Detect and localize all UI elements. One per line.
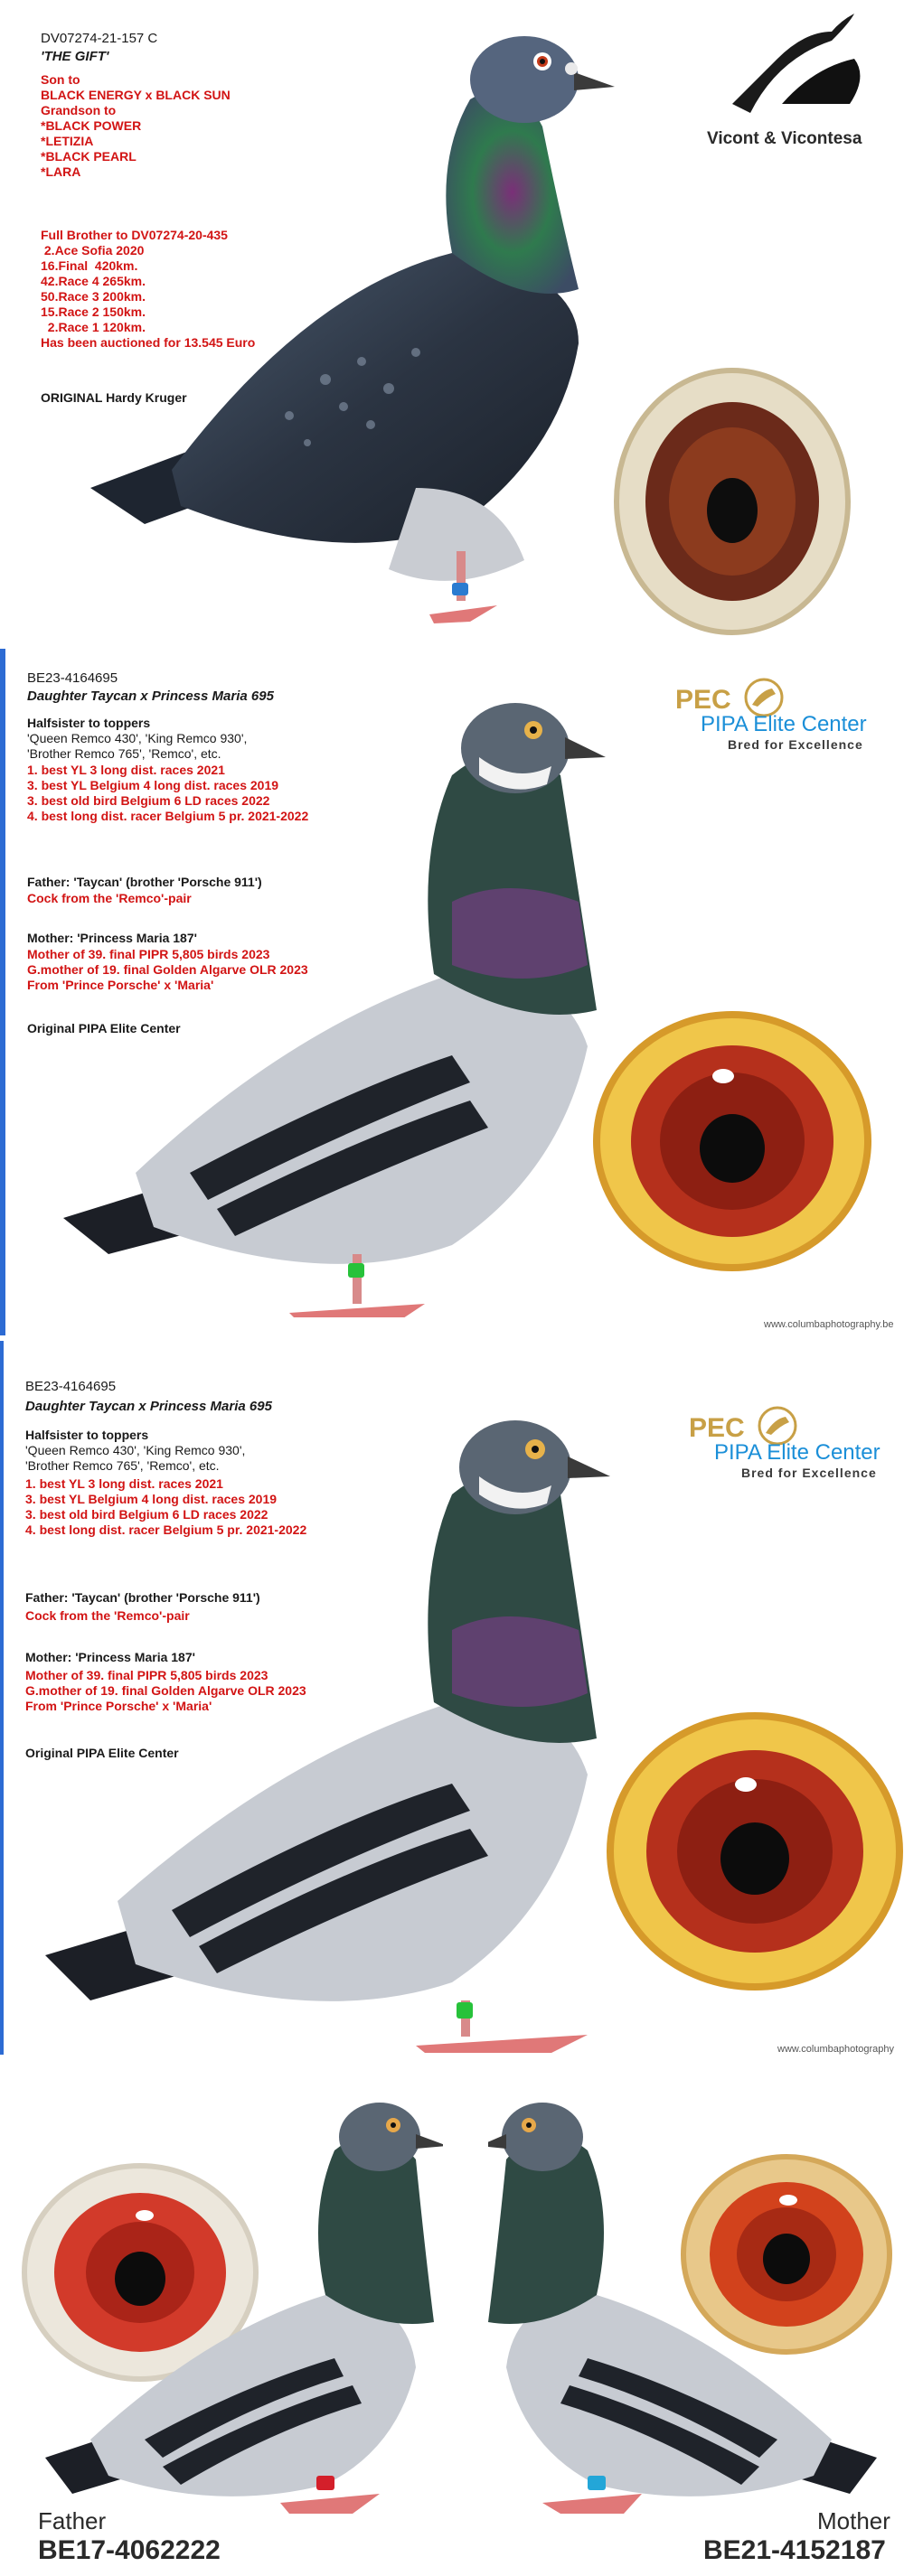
halfsister-line: 'Queen Remco 430', 'King Remco 930',	[27, 731, 248, 745]
vicont-logo-text: Vicont & Vicontesa	[707, 129, 862, 148]
panel-daughter-taycan-2	[0, 1341, 904, 2073]
father-detail: Cock from the 'Remco'-pair	[27, 891, 192, 905]
bird-subtitle: Daughter Taycan x Princess Maria 695	[27, 688, 274, 704]
father-pigeon-photo	[36, 2096, 443, 2521]
panel-the-gift	[0, 0, 904, 642]
result-line: 1. best YL 3 long dist. races 2021	[27, 763, 225, 777]
result-line: 42.Race 4 265km.	[41, 274, 146, 288]
result-line: 50.Race 3 200km.	[41, 289, 146, 304]
mother-eye-closeup	[678, 2150, 895, 2358]
mother-detail-line: G.mother of 19. final Golden Algarve OLR 2023	[25, 1683, 306, 1698]
mother-detail-line: G.mother of 19. final Golden Algarve OLR 2023	[27, 962, 308, 977]
mother-id: BE21-4152187	[703, 2535, 886, 2565]
original-owner: Original PIPA Elite Center	[25, 1746, 179, 1760]
result-line: 4. best long dist. racer Belgium 5 pr. 2021-2022	[27, 809, 309, 823]
halfsister-line: Halfsister to toppers	[27, 716, 151, 730]
father-line: Father: 'Taycan' (brother 'Porsche 911')	[25, 1590, 260, 1605]
original-owner: ORIGINAL Hardy Kruger	[41, 390, 187, 405]
result-line: 16.Final 420km.	[41, 258, 138, 273]
left-divider	[0, 649, 5, 1335]
result-line: 3. best old bird Belgium 6 LD races 2022	[25, 1507, 268, 1522]
pedigree-line: Grandson to	[41, 103, 117, 117]
pec-text: PEC	[689, 1413, 745, 1443]
pigeon-photo	[36, 1377, 660, 2055]
pedigree-line: Son to	[41, 72, 80, 87]
father-label: Father	[38, 2507, 107, 2534]
halfsister-line: Halfsister to toppers	[25, 1428, 149, 1442]
mother-detail-line: Mother of 39. final PIPR 5,805 birds 2023	[27, 947, 270, 961]
father-line: Father: 'Taycan' (brother 'Porsche 911')	[27, 875, 262, 889]
pec-text: PEC	[675, 685, 731, 715]
mother-detail-line: From 'Prince Porsche' x 'Maria'	[25, 1699, 212, 1713]
bird-subtitle: Daughter Taycan x Princess Maria 695	[25, 1399, 272, 1414]
bird-id: BE23-4164695	[27, 670, 118, 686]
father-detail: Cock from the 'Remco'-pair	[25, 1608, 190, 1623]
pedigree-line: *LETIZIA	[41, 134, 94, 148]
bird-name: 'THE GIFT'	[41, 49, 109, 64]
pipa-tagline: Bred for Excellence	[741, 1466, 877, 1480]
photo-credit: www.columbaphotography.be	[764, 1319, 894, 1330]
result-line: 2.Race 1 120km.	[41, 320, 146, 334]
result-line: 3. best YL Belgium 4 long dist. races 2019	[25, 1492, 278, 1506]
halfsister-line: 'Brother Remco 765', 'Remco', etc.	[27, 746, 221, 761]
eye-closeup	[597, 1707, 904, 1996]
pipa-elite-center-title: PIPA Elite Center	[701, 712, 867, 736]
halfsister-line: 'Brother Remco 765', 'Remco', etc.	[25, 1458, 220, 1473]
halfsister-line: 'Queen Remco 430', 'King Remco 930',	[25, 1443, 246, 1457]
pigeon-photo	[72, 18, 660, 632]
result-line: 2.Ace Sofia 2020	[41, 243, 145, 258]
result-line: 15.Race 2 150km.	[41, 304, 146, 319]
pipa-elite-center-title: PIPA Elite Center	[714, 1440, 880, 1465]
pipa-tagline: Bred for Excellence	[728, 737, 863, 752]
result-line: Full Brother to DV07274-20-435	[41, 228, 228, 242]
mother-detail-line: From 'Prince Porsche' x 'Maria'	[27, 978, 214, 992]
eye-closeup	[610, 366, 854, 637]
panel-parents	[0, 2096, 904, 2576]
pedigree-line: BLACK ENERGY x BLACK SUN	[41, 88, 231, 102]
father-id: BE17-4062222	[38, 2535, 221, 2565]
result-line: 3. best old bird Belgium 6 LD races 2022	[27, 793, 270, 808]
panel-daughter-taycan-1	[0, 649, 904, 1335]
mother-line: Mother: 'Princess Maria 187'	[27, 931, 197, 945]
pipa-elite-center-logo	[687, 1413, 904, 1485]
result-line: 4. best long dist. racer Belgium 5 pr. 2021-2022	[25, 1522, 307, 1537]
eye-closeup	[588, 1006, 877, 1277]
pigeon-photo	[54, 667, 651, 1317]
pedigree-line: *BLACK PEARL	[41, 149, 137, 164]
result-line: Has been auctioned for 13.545 Euro	[41, 335, 256, 350]
mother-label: Mother	[817, 2507, 890, 2534]
vicont-logo	[696, 5, 895, 158]
bird-id: BE23-4164695	[25, 1379, 117, 1394]
pipa-elite-center-logo	[673, 685, 904, 757]
pigeon-logo-icon	[696, 5, 895, 131]
result-line: 3. best YL Belgium 4 long dist. races 2019	[27, 778, 279, 792]
left-divider	[0, 1341, 4, 2055]
pedigree-line: *LARA	[41, 164, 81, 179]
mother-line: Mother: 'Princess Maria 187'	[25, 1650, 195, 1664]
result-line: 1. best YL 3 long dist. races 2021	[25, 1476, 223, 1491]
mother-detail-line: Mother of 39. final PIPR 5,805 birds 2023	[25, 1668, 268, 1682]
photo-credit: www.columbaphotography	[777, 2044, 895, 2055]
pedigree-line: *BLACK POWER	[41, 118, 142, 133]
original-owner: Original PIPA Elite Center	[27, 1021, 181, 1035]
bird-id: DV07274-21-157 C	[41, 31, 158, 46]
